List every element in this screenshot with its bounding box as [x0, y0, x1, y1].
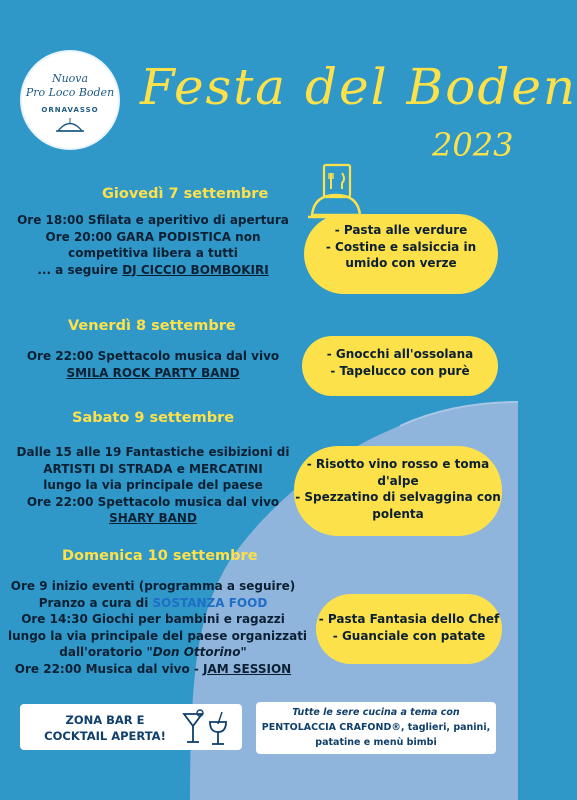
menu-item: umido con verze: [345, 256, 457, 270]
day-title-thursday: Giovedì 7 settembre: [102, 186, 269, 202]
logo-text-2: Pro Loco Boden: [25, 86, 115, 99]
menu-item: d'alpe: [377, 473, 419, 488]
menu-item: - Spezzatino di selvaggina con: [295, 490, 501, 504]
program-text: dall'oratorio ": [59, 645, 153, 659]
program-line: [8, 661, 298, 678]
program-line: [8, 644, 298, 661]
program-line: Ore 18:00 Sfilata e aperitivo di apertura: [17, 213, 289, 227]
menu-card-thursday: [304, 214, 498, 294]
note-line: patatine e menù bimbi: [315, 737, 437, 748]
logo-text-3: ORNAVASSO: [41, 106, 99, 114]
menu-item: - Tapelucco con purè: [330, 363, 470, 378]
logo-text-1: Nuova: [51, 72, 89, 85]
program-line: ARTISTI DI STRADA e MERCATINI: [43, 461, 263, 476]
caterer-name: SOSTANZA FOOD: [152, 595, 268, 610]
program-text: ... a seguire: [37, 262, 123, 277]
day-program-friday: [8, 348, 298, 381]
program-line: [8, 262, 298, 279]
program-line: Ore 9 inizio eventi (programma a seguire): [10, 579, 296, 593]
kitchen-note: [256, 702, 496, 754]
day-program-sunday: [8, 578, 308, 677]
menu-item: - Risotto vino rosso e toma: [306, 457, 490, 471]
program-line: Ore 20:00 GARA PODISTICA non: [45, 229, 261, 244]
program-text: Ore 22:00 Musica dal vivo -: [14, 661, 204, 676]
program-text: ": [240, 645, 247, 659]
program-line: competitiva libera a tutti: [68, 246, 238, 260]
program-text: Pranzo a cura di: [38, 595, 153, 610]
bar-badge-text: [30, 712, 180, 744]
day-title-friday: Venerdì 8 settembre: [68, 318, 236, 334]
program-line: Ore 22:00 Spettacolo musica dal vivo: [26, 349, 280, 363]
menu-item: - Pasta Fantasia dello Chef: [318, 612, 500, 626]
note-line: Tutte le sere cucina a tema con: [292, 707, 460, 718]
pro-loco-logo: [22, 52, 118, 148]
menu-item: - Gnocchi all'ossolana: [326, 347, 474, 361]
dj-name: DJ CICCIO BOMBOKIRI: [122, 262, 269, 277]
program-line: Ore 22:00 Spettacolo musica dal vivo: [26, 494, 280, 509]
program-line: lungo la via principale del paese: [43, 478, 263, 492]
menu-card-friday: [302, 336, 498, 396]
menu-card-sunday: [316, 594, 502, 664]
band-name: SMILA ROCK PARTY BAND: [66, 365, 240, 380]
note-line: PENTOLACCIA CRAFOND®, taglieri, panini,: [261, 722, 491, 733]
church-dome-icon: [55, 116, 85, 132]
oratory-name: Don Ottorino: [152, 645, 241, 659]
program-line: [8, 595, 298, 612]
day-title-saturday: Sabato 9 settembre: [72, 410, 235, 426]
cocktail-glasses-icon: [180, 708, 234, 748]
page-title: Festa del Boden: [140, 58, 577, 116]
menu-item: - Costine e salsiccia in: [325, 239, 477, 254]
menu-item: - Guanciale con patate: [332, 628, 486, 643]
day-title-sunday: Domenica 10 settembre: [62, 548, 258, 564]
program-line: Ore 14:30 Giochi per bambini e ragazzi: [21, 612, 285, 626]
bar-badge-line: COCKTAIL APERTA!: [44, 729, 166, 743]
program-line: Dalle 15 alle 19 Fantastiche esibizioni di: [16, 445, 290, 459]
menu-item: polenta: [372, 506, 424, 521]
menu-item: - Pasta alle verdure: [334, 223, 468, 237]
program-line: lungo la via principale del paese organizzati: [8, 628, 308, 643]
event-year: 2023: [432, 126, 514, 164]
bar-badge: [20, 704, 242, 750]
menu-card-saturday: [294, 446, 502, 536]
jam-session-label: JAM SESSION: [203, 661, 292, 676]
band-name: SHARY BAND: [109, 511, 197, 525]
day-program-saturday: [8, 444, 298, 527]
day-program-thursday: [8, 212, 298, 278]
bar-badge-line: ZONA BAR E: [65, 713, 145, 727]
